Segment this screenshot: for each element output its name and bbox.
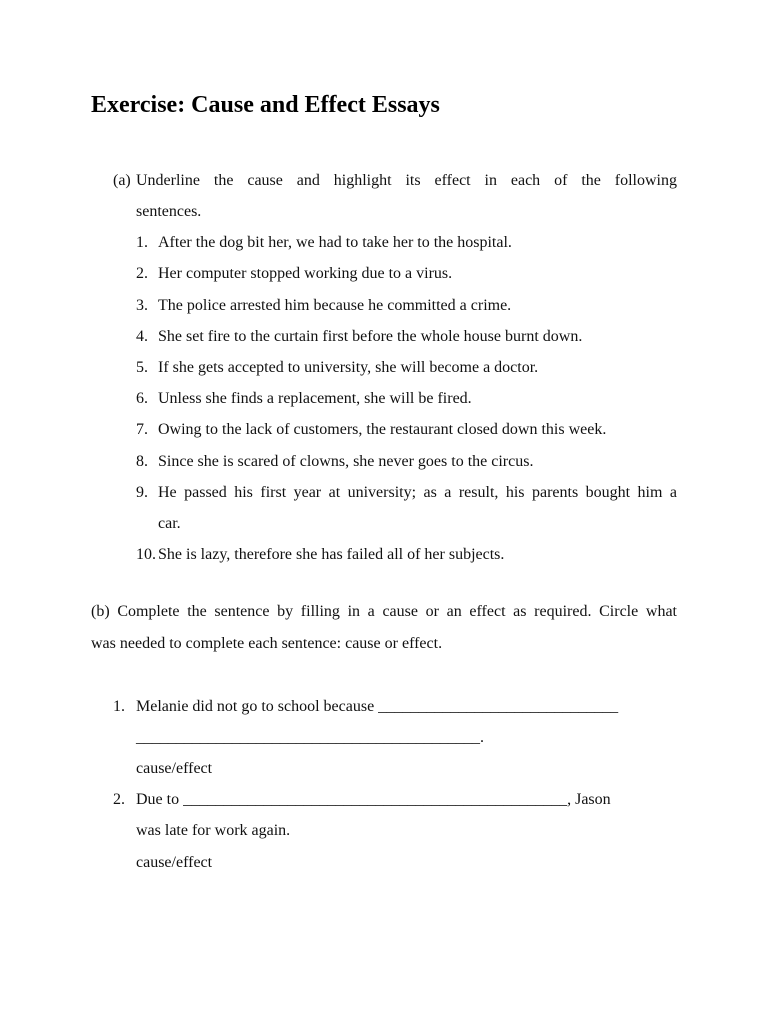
part-a-item-number: 3. (136, 297, 148, 314)
part-a-item-continuation: car. (158, 515, 181, 532)
cause-effect-choice: cause/effect (136, 854, 213, 871)
part-a-item-text: She set fire to the curtain first before the whole house burnt down. (158, 328, 583, 345)
part-b-instruction-line2: was needed to complete each sentence: cause or effect. (91, 635, 443, 652)
part-a-item-number: 2. (136, 265, 148, 282)
part-a-item-text: She is lazy, therefore she has failed all of her subjects. (158, 546, 505, 563)
part-a-item-text: If she gets accepted to university, she will become a doctor. (158, 359, 539, 376)
part-a-item-number: 8. (136, 453, 148, 470)
part-a-instruction-line2: sentences. (136, 203, 202, 220)
part-a-item-text: The police arrested him because he committed a crime. (158, 297, 512, 314)
part-a-item-text: He passed his first year at university; as a result, his parents bought him a (158, 484, 677, 501)
part-a-item-number: 9. (136, 484, 148, 501)
part-b-item-line1: Melanie did not go to school because ______________________________ (136, 698, 619, 715)
part-a-item-number: 1. (136, 234, 148, 251)
part-b-item-number: 1. (113, 698, 125, 715)
part-a-item-number: 6. (136, 390, 148, 407)
part-a-item-text: Since she is scared of clowns, she never goes to the circus. (158, 453, 534, 470)
part-a-instruction-line1: Underline the cause and highlight its effect in each of the following (136, 172, 677, 189)
part-b-instruction-line1: (b) Complete the sentence by filling in a cause or an effect as required. Circle what (91, 603, 677, 620)
cause-effect-choice: cause/effect (136, 760, 213, 777)
part-a-item-text: Unless she finds a replacement, she will be fired. (158, 390, 472, 407)
part-a-item-number: 5. (136, 359, 148, 376)
page-title: Exercise: Cause and Effect Essays (91, 92, 440, 118)
part-a-item-text: Her computer stopped working due to a virus. (158, 265, 453, 282)
part-a-item-text: After the dog bit her, we had to take her to the hospital. (158, 234, 512, 251)
part-b-item-line1: Due to ________________________________________________, Jason (136, 791, 611, 808)
part-a-label: (a) (113, 172, 131, 189)
part-b-item-number: 2. (113, 791, 125, 808)
part-a-item-number: 10. (136, 546, 156, 563)
part-a-item-number: 7. (136, 421, 148, 438)
part-b-item-line2: was late for work again. (136, 822, 291, 839)
part-a-item-text: Owing to the lack of customers, the restaurant closed down this week. (158, 421, 607, 438)
part-a-item-number: 4. (136, 328, 148, 345)
part-b-item-blank-line: ___________________________________________. (136, 729, 484, 746)
